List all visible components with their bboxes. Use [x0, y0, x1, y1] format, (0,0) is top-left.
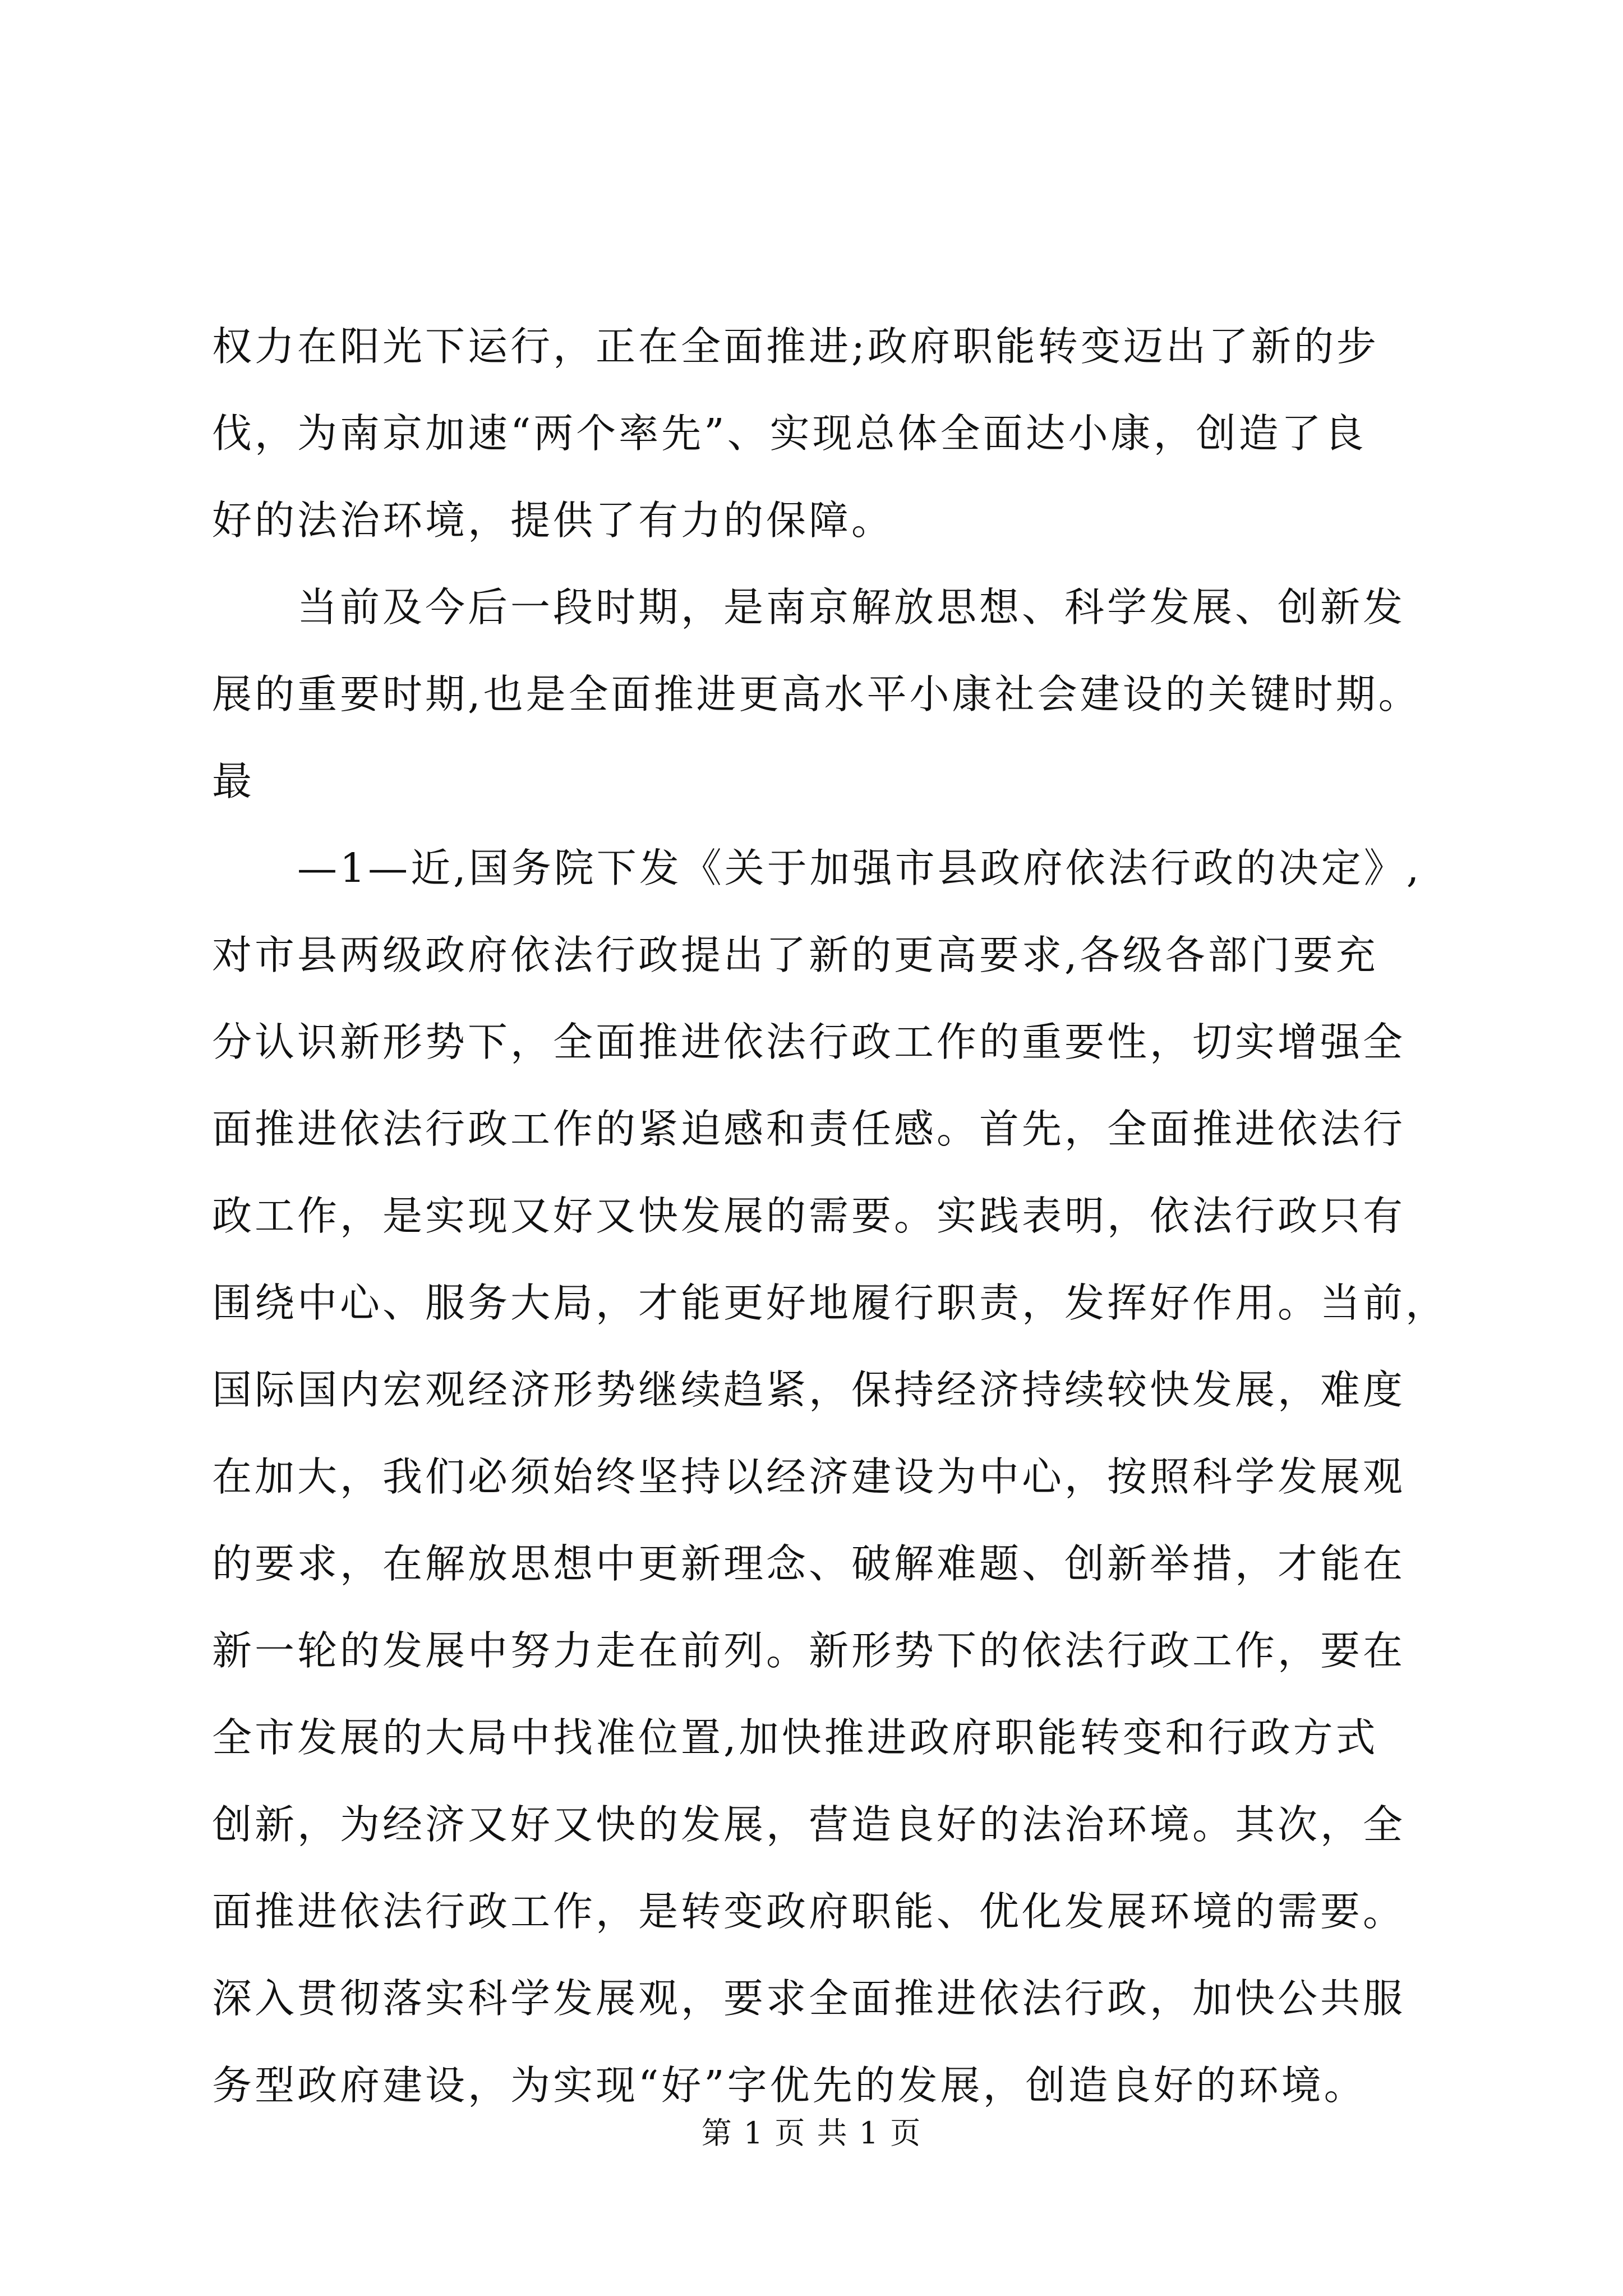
- text-line: 面推进依法行政工作的紧迫感和责任感。首先，全面推进依法行: [212, 1106, 1406, 1152]
- text-line: 好的法治环境，提供了有力的保障。: [212, 497, 895, 544]
- paragraph-start-line: —1—近,国务院下发《关于加强市县政府依法行政的决定》,: [297, 845, 1422, 891]
- text-line: 展的重要时期,也是全面推进更高水平小康社会建设的关键时期。: [212, 671, 1421, 717]
- text-line: 深入贯彻落实科学发展观，要求全面推进依法行政，加快公共服: [212, 1975, 1406, 2022]
- text-line: 的要求，在解放思想中更新理念、破解难题、创新举措，才能在: [212, 1540, 1406, 1587]
- text-line: 最: [212, 758, 255, 804]
- text-line: 在加大，我们必须始终坚持以经济建设为中心，按照科学发展观: [212, 1453, 1406, 1500]
- text-line: 国际国内宏观经济形势继续趋紧，保持经济持续较快发展，难度: [212, 1366, 1406, 1413]
- text-line: 面推进依法行政工作，是转变政府职能、优化发展环境的需要。: [212, 1888, 1406, 1935]
- text-line: 分认识新形势下，全面推进依法行政工作的重要性，切实增强全: [212, 1019, 1406, 1065]
- text-line: 新一轮的发展中努力走在前列。新形势下的依法行政工作，要在: [212, 1627, 1406, 1674]
- text-line: 全市发展的大局中找准位置,加快推进政府职能转变和行政方式: [212, 1714, 1378, 1761]
- page-number-label: 第 1 页 共 1 页: [701, 2115, 922, 2151]
- text-line: 政工作，是实现又好又快发展的需要。实践表明，依法行政只有: [212, 1193, 1406, 1239]
- text-line: 伐，为南京加速“两个率先”、实现总体全面达小康，创造了良: [212, 410, 1367, 457]
- text-line: 创新，为经济又好又快的发展，营造良好的法治环境。其次，全: [212, 1801, 1406, 1848]
- text-line: 围绕中心、服务大局，才能更好地履行职责，发挥好作用。当前，: [212, 1280, 1449, 1326]
- text-line: 权力在阳光下运行，正在全面推进;政府职能转变迈出了新的步: [212, 323, 1379, 370]
- body-text: [212, 303, 1449, 2129]
- text-line: 务型政府建设，为实现“好”字优先的发展，创造良好的环境。: [212, 2062, 1367, 2109]
- text-line: 对市县两级政府依法行政提出了新的更高要求,各级各部门要充: [212, 932, 1378, 978]
- page-footer: [0, 2109, 1623, 2152]
- paragraph-start-line: 当前及今后一段时期，是南京解放思想、科学发展、创新发: [297, 584, 1406, 631]
